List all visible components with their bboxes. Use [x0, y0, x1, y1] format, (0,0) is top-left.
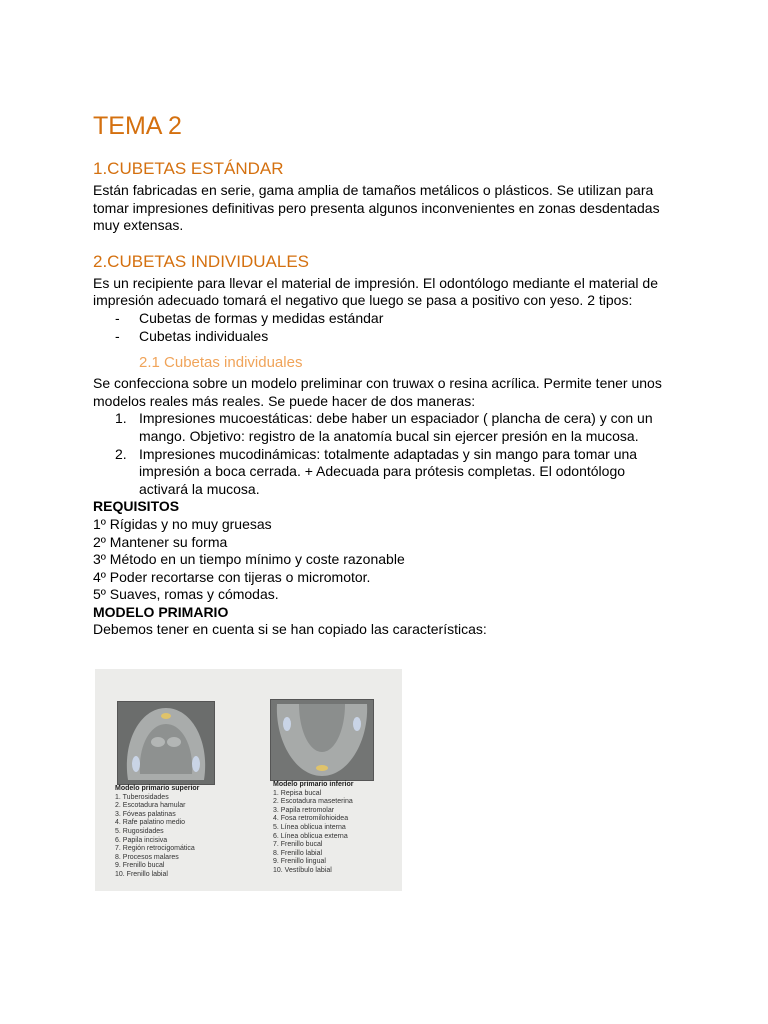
text-line: Están fabricadas en serie, gama amplia de tamaños metálicos o plásticos. Se utilizan para	[93, 182, 654, 198]
legend-item: 2. Escotadura hamular	[115, 802, 186, 810]
legend-item: 2. Escotadura maseterina	[273, 798, 353, 806]
text-line: impresión a boca cerrada. + Adecuada para prótesis completas. El odontólogo	[139, 463, 626, 480]
text-line: Se confecciona sobre un modelo preliminar con truwax o resina acrílica. Permite tener unos	[93, 375, 662, 392]
section21-paragraph	[93, 375, 678, 410]
legend-item: 8. Frenillo labial	[273, 849, 323, 857]
lower-model-photo	[270, 699, 374, 781]
legend-item: 3. Papila retromolar	[273, 806, 335, 814]
legend-item: 8. Procesos malares	[115, 853, 179, 861]
list-item	[93, 410, 678, 445]
upper-model-legend	[115, 785, 199, 880]
legend-item: 7. Región retrocigomática	[115, 845, 195, 853]
list-item: 4º Poder recortarse con tijeras o micromotor.	[93, 568, 371, 585]
modelo-heading: MODELO PRIMARIO	[93, 603, 229, 620]
dental-models-figure	[95, 669, 402, 891]
section2-paragraph	[93, 275, 678, 310]
text-line: tomar impresiones definitivas pero presenta algunos inconvenientes en zonas desdentadas	[93, 199, 660, 216]
upper-model-photo	[117, 701, 215, 785]
list-item: - Cubetas de formas y medidas estándar	[93, 310, 678, 328]
text-line: modelos reales más reales. Se puede hacer de dos maneras:	[93, 392, 476, 409]
text-line: Impresiones mucodinámicas: totalmente adaptadas y sin mango para tomar una	[139, 445, 638, 462]
list-number: 1.	[115, 410, 127, 427]
text-line: activará la mucosa.	[139, 480, 260, 497]
list-item: 2º Mantener su forma	[93, 533, 228, 550]
list-item	[93, 446, 678, 499]
legend-item: 1. Repisa bucal	[273, 789, 322, 797]
list-item: 3º Método en un tiempo mínimo y coste razonable	[93, 551, 405, 568]
legend-item: 6. Papila incisiva	[115, 836, 168, 844]
list-number: 2.	[115, 445, 127, 462]
legend-item: 7. Frenillo bucal	[273, 841, 323, 849]
legend-title: Modelo primario inferior	[273, 781, 354, 788]
section1-heading: 1.CUBETAS ESTÁNDAR	[93, 159, 284, 178]
text-line: mango. Objetivo: registro de la anatomía bucal sin ejercer presión en la mucosa.	[139, 427, 639, 444]
legend-item: 10. Frenillo labial	[115, 870, 168, 878]
legend-title: Modelo primario superior	[115, 785, 200, 792]
section21-heading: 2.1 Cubetas individuales	[139, 354, 303, 372]
document-page	[93, 110, 678, 639]
legend-item: 3. Fóveas palatinas	[115, 810, 176, 818]
requisitos-heading: REQUISITOS	[93, 498, 180, 515]
section1-paragraph	[93, 182, 678, 235]
legend-item: 4. Rafe palatino medio	[115, 819, 186, 827]
legend-item: 6. Línea oblicua externa	[273, 832, 348, 840]
modelo-line: Debemos tener en cuenta si se han copiado las características:	[93, 621, 487, 638]
text-line: Es un recipiente para llevar el material de impresión. El odontólogo mediante el material de	[93, 274, 658, 291]
page-title: TEMA 2	[93, 112, 182, 140]
list-item: 1º Rígidas y no muy gruesas	[93, 515, 272, 532]
legend-item: 5. Línea oblicua interna	[273, 823, 346, 831]
lower-jaw-illustration	[271, 700, 373, 780]
list-item: 5º Suaves, romas y cómodas.	[93, 586, 279, 603]
legend-item: 9. Frenillo bucal	[115, 862, 165, 870]
section2-bullet-list	[93, 310, 678, 345]
section2-heading: 2.CUBETAS INDIVIDUALES	[93, 251, 310, 271]
legend-item: 4. Fosa retromilohioidea	[273, 815, 349, 823]
requisitos-list	[93, 516, 678, 604]
list-item: - Cubetas individuales	[93, 328, 678, 346]
section21-numbered-list	[93, 410, 678, 498]
legend-item: 1. Tuberosidades	[115, 793, 169, 801]
lower-model-legend	[273, 781, 354, 876]
text-line: muy extensas.	[93, 217, 184, 234]
legend-item: 10. Vestíbulo labial	[273, 866, 332, 874]
text-line: impresión adecuado tomará el negativo que luego se pasa a positivo con yeso. 2 tipos:	[93, 292, 633, 309]
upper-jaw-illustration	[118, 702, 214, 784]
legend-item: 5. Rugosidades	[115, 827, 164, 835]
legend-item: 9. Frenillo lingual	[273, 858, 326, 866]
text-line: Impresiones mucoestáticas: debe haber un espaciador ( plancha de cera) y con un	[139, 410, 653, 427]
